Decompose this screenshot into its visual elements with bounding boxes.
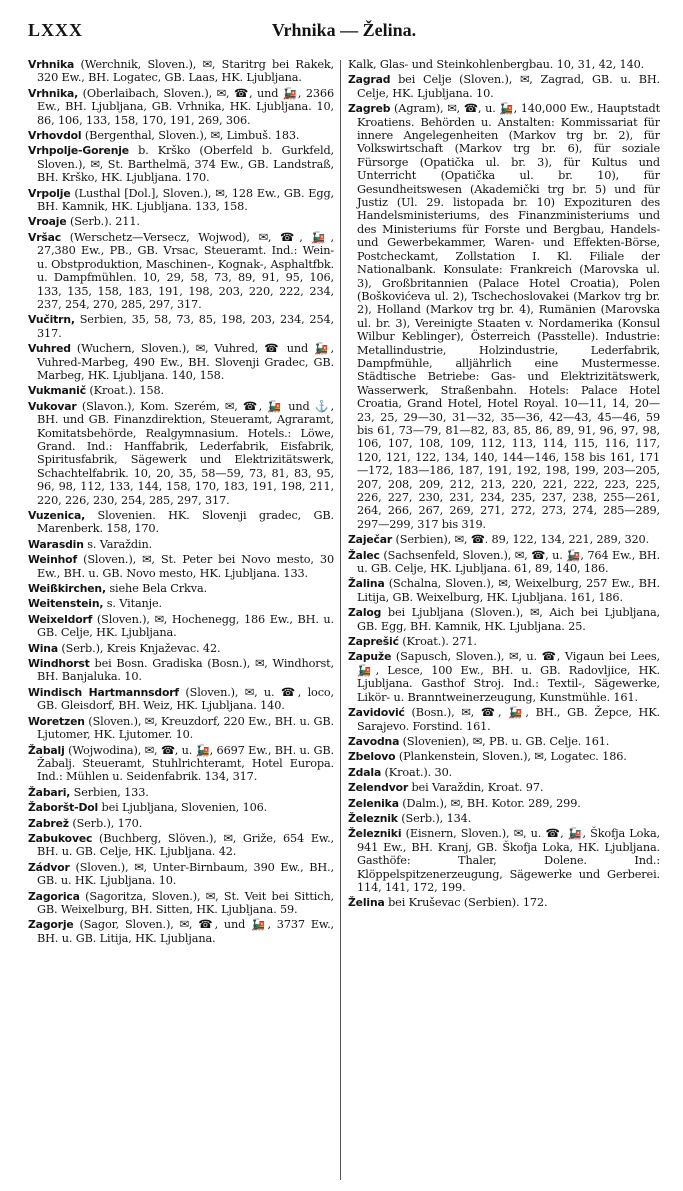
entry-headword: Žalec xyxy=(348,548,380,562)
directory-entry xyxy=(28,215,334,228)
directory-entry xyxy=(28,918,334,945)
entry-headword: Woretzen xyxy=(28,714,85,728)
entry-text: bei Kruševac (Serbien). 172. xyxy=(384,896,548,910)
entry-headword: Vrhpolje-Gorenje xyxy=(28,144,129,158)
directory-entry xyxy=(28,861,334,888)
entry-text: (Werschetz—Versecz, Wojwod), ✉, ☎, 🚂, 27,380 Ew., PB., GB. Vrsac, Steueramt. Ind.: Wein- u. Obstproduktion, Maschinen-, Kognak-, Asphaltfbk. u. Dampfmühlen. 10, 29, 58, 73, 89, 91, 95, 106, 133, 135, 158, 183, 191, 198, 203, 220, 222, 234, 237, 254, 270, 285, 297, 317. xyxy=(37,230,334,311)
directory-entry xyxy=(28,58,334,85)
directory-entry xyxy=(28,715,334,742)
entry-text: (Kroat.). 30. xyxy=(381,765,453,779)
entry-text: s. Varaždin. xyxy=(83,537,153,551)
entry-text: (Sapusch, Sloven.), ✉, u. ☎, Vigaun bei Lees, 🚂, Lesce, 100 Ew., BH. u. GB. Radovljice, HK. Ljubljana. Gasthof Stroj. Ind.: Textil-, Sägewerke, Likör- u. Branntweinerzeugung, Kunstmühle. 161. xyxy=(357,650,660,704)
entry-headword: Vrpolje xyxy=(28,186,71,200)
entry-headword: Weinhof xyxy=(28,553,77,567)
directory-entry xyxy=(28,613,334,640)
entry-headword: Warasdin xyxy=(28,537,84,551)
entry-headword: Wina xyxy=(28,641,58,655)
directory-entry xyxy=(348,73,660,100)
directory-entry xyxy=(348,549,660,576)
entry-headword: Vrhnika, xyxy=(28,86,79,100)
directory-entry xyxy=(348,896,660,909)
directory-entry xyxy=(348,635,660,648)
entry-text: (Sloven.), ✉, u. ☎, loco, GB. Gleisdorf, BH. Weiz, HK. Ljubljana. 140. xyxy=(37,685,334,713)
directory-entry xyxy=(348,750,660,763)
entry-headword: Želina xyxy=(348,896,385,910)
running-head: Vrhnika — Želina. xyxy=(271,20,417,40)
entry-text: b. Krško (Oberfeld b. Gurkfeld, Sloven.), ✉, St. Barthelmä, 374 Ew., GB. Landstraß, BH. Krško, HK. Ljubljana. 170. xyxy=(37,144,334,185)
entry-text: (Wuchern, Sloven.), ✉, Vuhred, ☎ und 🚂, Vuhred-Marbeg, 490 Ew., BH. Slovenji Gradec, GB. Marbeg, HK. Ljubljana. 140, 158. xyxy=(37,342,334,382)
directory-entry xyxy=(348,533,660,546)
entry-headword: Weißkirchen, xyxy=(28,582,106,596)
entry-text: (Serb.), Kreis Knjaževac. 42. xyxy=(57,641,221,655)
entry-headword: Zavidović xyxy=(348,706,405,720)
entry-text: Kalk, Glas- und Steinkohlenbergbau. 10, 31, 42, 140. xyxy=(348,58,645,71)
directory-entry xyxy=(28,890,334,917)
entry-text: (Eisnern, Sloven.), ✉, u. ☎, 🚂, Škofja Loka, 941 Ew., BH. Kranj, GB. Škofja Loka, HK. Ljubljana. Gasthöfe: Thaler, Dolene. Ind.: Klöppelspitzenerzeugung, Sägewerke und Gerberei. 114, 141, 172, 199. xyxy=(357,827,660,894)
entry-headword: Vučitrn, xyxy=(28,313,75,327)
entry-headword: Železnik xyxy=(348,811,398,825)
entry-text: bei Bosn. Gradiska (Bosn.), ✉, Windhorst, BH. Banjaluka. 10. xyxy=(37,657,334,684)
entry-text: s. Vitanje. xyxy=(103,597,163,611)
page-number: LXXX xyxy=(28,20,84,40)
entry-headword: Vuhred xyxy=(28,342,71,356)
directory-entry xyxy=(348,650,660,704)
entry-headword: Zaječar xyxy=(348,533,393,547)
right-column xyxy=(348,58,660,1183)
directory-entry xyxy=(28,313,334,340)
entry-headword: Zdala xyxy=(348,765,382,779)
entry-text: (Plankenstein, Sloven.), ✉, Logatec. 186. xyxy=(395,750,627,764)
directory-entry xyxy=(28,144,334,184)
entry-headword: Zbelovo xyxy=(348,750,396,764)
entry-text: Serbien, 133. xyxy=(70,785,149,799)
directory-entry xyxy=(348,735,660,748)
directory-entry xyxy=(348,606,660,633)
left-column xyxy=(28,58,334,1183)
entry-text: Serbien, 35, 58, 73, 85, 198, 203, 234, 254, 317. xyxy=(37,313,334,340)
entry-headword: Zagrad xyxy=(348,73,391,87)
directory-entry xyxy=(28,801,334,814)
directory-entry xyxy=(28,657,334,684)
entry-text: (Serb.), 170. xyxy=(68,816,143,830)
directory-entry xyxy=(28,744,334,784)
directory-entry xyxy=(348,102,660,531)
entry-headword: Zaprešić xyxy=(348,635,399,649)
directory-entry xyxy=(28,129,334,142)
entry-headword: Vuzenica, xyxy=(28,509,86,522)
directory-entry xyxy=(348,812,660,825)
directory-entry xyxy=(28,384,334,397)
entry-text: (Wojwodina), ✉, ☎, u. 🚂, 6697 Ew., BH. u. GB. Žabalj. Steueramt, Stuhlrichteramt, Hotel Europa. Ind.: Mühlen u. Seidenfabrik. 134, 317. xyxy=(37,743,334,784)
entry-headword: Zelenika xyxy=(348,796,399,810)
directory-entry xyxy=(348,577,660,604)
directory-entry xyxy=(28,342,334,382)
entry-headword: Zabukovec xyxy=(28,831,93,845)
entry-headword: Zagorica xyxy=(28,889,80,903)
entry-text: bei Ljubljana, Slovenien, 106. xyxy=(98,801,268,815)
entry-headword: Zalog xyxy=(348,606,382,620)
directory-entry xyxy=(348,827,660,894)
entry-headword: Vrhovdol xyxy=(28,129,82,143)
entry-text: bei Celje (Sloven.), ✉, Zagrad, GB. u. BH. Celje, HK. Ljubljana. 10. xyxy=(357,73,660,100)
entry-text: (Werchnik, Sloven.), ✉, Staritrg bei Rakek, 320 Ew., BH. Logatec, GB. Laas, HK. Ljubljana. xyxy=(37,58,334,85)
page-header xyxy=(28,18,660,48)
entry-headword: Žabari, xyxy=(28,785,71,799)
entry-headword: Weixeldorf xyxy=(28,612,93,626)
entry-text: (Sloven.), ✉, Unter-Birnbaum, 390 Ew., BH., GB. u. HK. Ljubljana. 10. xyxy=(37,860,334,888)
directory-entry xyxy=(28,582,334,595)
entry-headword: Zagorje xyxy=(28,918,74,932)
directory-entry xyxy=(348,781,660,794)
entry-text: Slovenien. HK. Slovenji gradec, GB. Marenberk. 158, 170. xyxy=(37,509,334,536)
entry-headword: Zabrež xyxy=(28,816,69,830)
entry-text: (Slavon.), Kom. Szerém, ✉, ☎, 🚂 und ⚓, BH. und GB. Finanzdirektion, Steueramt, Agraramt, Komitatsbehörde, Realgymnasium. Hotels.: Löwe, Grand. Ind.: Hanffabrik, Lederfabrik, Eisfabrik, Spiritusfabrik, Sägewerk und Elektrizitätswerk, Schachtelfabrik. 10, 20, 35, 58—59, 73, 81, 83, 95, 96, 98, 112, 133, 144, 158, 170, 183, 191, 198, 211, 220, 226, 230, 254, 285, 297, 317. xyxy=(37,399,334,507)
entry-headword: Windisch Hartmannsdorf xyxy=(28,685,179,699)
directory-entry xyxy=(28,817,334,830)
directory-entry xyxy=(28,553,334,580)
directory-entry xyxy=(348,766,660,779)
entry-headword: Žaboršt-Dol xyxy=(28,801,99,815)
directory-entry xyxy=(28,231,334,311)
entry-headword: Vroaje xyxy=(28,215,67,229)
entry-text: (Agram), ✉, ☎, u. 🚂, 140,000 Ew., Hauptstadt Kroatiens. Behörden u. Anstalten: Kommissariat für innere Angelegenheiten (Markov trg br. 2), für Volkswirtschaft (Markov trg br. 6), für soziale Fürsorge (Opatička ul. br. 3), für Kultus und Unterricht (Opatička ul. br. 10), für Gesundheitswesen (Akademički trg br. 5) und für Justiz (Ul. 29. listopada br. 10) Expozituren des Handelsministeriums, des Finanzministeriums und des Ministeriums für Forste und Bergbau, Handels- und Gewerbekammer, Waren- und Effekten-Börse, Postcheckamt, Zollstation I. Kl. Filiale der Nationalbank. Konsulate: Frankreich (Marovska ul. 3), Großbritannien (Palace Hotel Croatia), Polen (Boškovićeva ul. 2), Tschechoslovakei (Markov trg br. 2), Holland (Markov trg br. 4), Rumänien (Marovska ul. br. 3), Vereinigte Staaten v. Nordamerika (Konsul Wilbur Keblinger), Österreich (Passtelle). Industrie: Metallindustrie, Holzindustrie, Lederfabrik, Dampfmühle, alljährlich eine Mustermesse. Städtische Betriebe: Gas- und Elektrizitätswerk, Wasserwerk, Straßenbahn. Hotels: Palace Hotel Croatia, Grand Hotel, Hotel Royal. 10—11, 14, 20—23, 25, 29—30, 31—32, 35—36, 42—43, 45—46, 59 bis 61, 73—79, 81—82, 83, 85, 86, 89, 91, 96, 97, 98, 106, 107, 108, 109, 112, 113, 114, 115, 116, 117, 120, 121, 122, 134, 140, 144—146, 158 bis 161, 171—172, 183—186, 187, 191, 192, 198, 199, 203—205, 207, 208, 209, 212, 213, 220, 221, 222, 223, 225, 226, 227, 230, 231, 234, 235, 237, 238, 255—261, 264, 266, 267, 269, 271, 272, 273, 274, 285—289, 297—299, 317 bis 319. xyxy=(357,102,660,531)
entry-text: (Sachsenfeld, Sloven.), ✉, ☎, u. 🚂, 764 Ew., BH. u. GB. Celje, HK. Ljubljana. 61, 89, 140, 186. xyxy=(357,548,660,576)
directory-entry xyxy=(28,87,334,127)
entry-text: (Sagor, Sloven.), ✉, ☎, und 🚂, 3737 Ew., BH. u. GB. Litija, HK. Ljubljana. xyxy=(37,918,334,945)
entry-headword: Zagreb xyxy=(348,102,391,116)
entry-text: bei Ljubljana (Sloven.), ✉, Aich bei Ljubljana, GB. Egg, BH. Kamnik, HK. Ljubljana. 25. xyxy=(357,606,660,633)
entry-text: (Serbien), ✉, ☎. 89, 122, 134, 221, 289, 320. xyxy=(392,533,650,547)
directory-entry xyxy=(28,187,334,214)
entry-headword: Vrhnika xyxy=(28,58,75,71)
directory-entry xyxy=(28,832,334,859)
column-divider xyxy=(340,60,341,1180)
entry-headword: Žabalj xyxy=(28,743,65,757)
entry-headword: Železniki xyxy=(348,827,402,841)
directory-entry xyxy=(28,597,334,610)
entry-headword: Vršac xyxy=(28,230,62,244)
entry-headword: Zavodna xyxy=(348,734,400,748)
entry-text: (Bergenthal, Sloven.), ✉, Limbuš. 183. xyxy=(81,129,300,143)
entry-text: (Serb.), 134. xyxy=(397,811,472,825)
directory-entry xyxy=(28,538,334,551)
entry-text: siehe Bela Crkva. xyxy=(105,582,207,596)
entry-text: (Sloven.), ✉, Hochenegg, 186 Ew., BH. u. GB. Celje, HK. Ljubljana. xyxy=(37,612,334,640)
entry-headword: Zelendvor xyxy=(348,781,409,795)
entry-text: (Sagoritza, Sloven.), ✉, St. Veit bei Sittich, GB. Weixelburg, BH. Sitten, HK. Ljubljana. 59. xyxy=(37,889,334,916)
entry-text: (Lusthal [Dol.], Sloven.), ✉, 128 Ew., GB. Egg, BH. Kamnik, HK. Ljubljana. 133, 158. xyxy=(37,186,334,214)
entry-headword: Zádvor xyxy=(28,860,70,874)
entry-headword: Vukovar xyxy=(28,399,77,413)
entry-text: (Schalna, Sloven.), ✉, Weixelburg, 257 Ew., BH. Litija, GB. Weixelburg, HK. Ljubljana. 161, 186. xyxy=(357,577,660,604)
entry-text: (Buchberg, Slöven.), ✉, Griže, 654 Ew., BH. u. GB. Celje, HK. Ljubljana. 42. xyxy=(37,831,334,859)
directory-entry xyxy=(28,400,334,507)
entry-headword: Vukmanič xyxy=(28,384,86,398)
entry-text: (Slovenien), ✉, PB. u. GB. Celje. 161. xyxy=(399,734,610,748)
entry-headword: Zapuže xyxy=(348,650,392,664)
entry-text: (Sloven.), ✉, St. Peter bei Novo mesto, 30 Ew., BH. u. GB. Novo mesto, HK. Ljubljana. 133. xyxy=(37,553,334,580)
directory-entry xyxy=(28,642,334,655)
entry-text: (Kroat.). 158. xyxy=(85,384,164,398)
directory-entry xyxy=(28,509,334,536)
entry-text: (Serb.). 211. xyxy=(66,215,140,229)
entry-text: (Dalm.), ✉, BH. Kotor. 289, 299. xyxy=(398,796,581,810)
entry-text: (Oberlaibach, Sloven.), ✉, ☎, und 🚂, 2366 Ew., BH. Ljubljana, GB. Vrhnika, HK. Ljubljana. 10, 86, 106, 133, 158, 170, 191, 269, 306. xyxy=(37,86,334,127)
entry-headword: Žalina xyxy=(348,577,385,591)
directory-entry xyxy=(28,786,334,799)
entry-text: bei Varaždin, Kroat. 97. xyxy=(408,781,544,795)
entry-headword: Windhorst xyxy=(28,657,90,671)
directory-entry xyxy=(348,58,660,71)
entry-text: (Sloven.), ✉, Kreuzdorf, 220 Ew., BH. u. GB. Ljutomer, HK. Ljutomer. 10. xyxy=(37,714,334,742)
entry-headword: Weitenstein, xyxy=(28,597,104,611)
directory-entry xyxy=(28,686,334,713)
directory-entry xyxy=(348,797,660,810)
directory-entry xyxy=(348,706,660,733)
entry-text: (Kroat.). 271. xyxy=(398,635,477,649)
entry-text: (Bosn.), ✉, ☎, 🚂, BH., GB. Žepce, HK. Sarajevo. Forstind. 161. xyxy=(357,706,660,733)
